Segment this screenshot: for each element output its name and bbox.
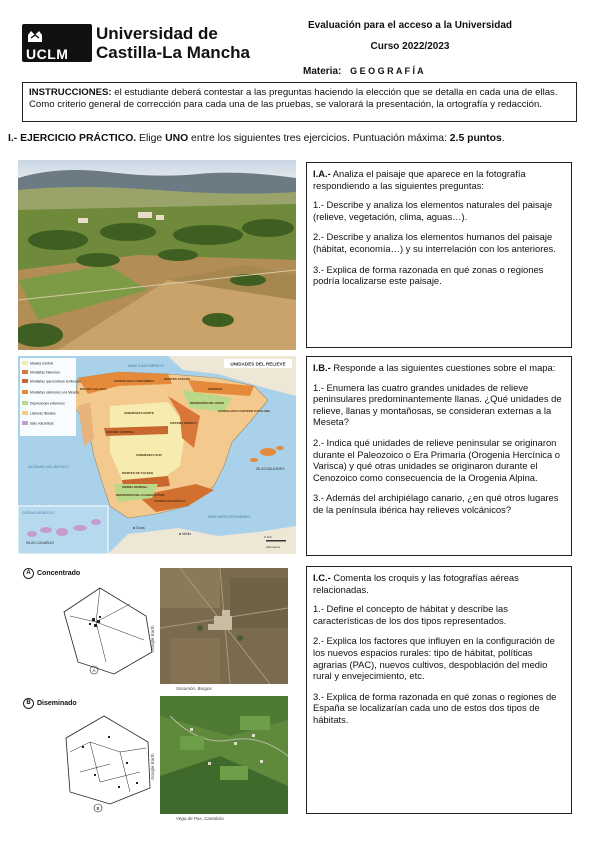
- aerial-photo-disseminated: [160, 696, 288, 814]
- sketch-b-circle-label: B: [96, 806, 100, 811]
- sketch-b-heading: [23, 698, 77, 709]
- legend-item: Llanuras litorales: [30, 411, 56, 416]
- exercise-a-label: I.A.-: [313, 168, 331, 179]
- section-text-1: Elige: [136, 133, 166, 144]
- section-emph: UNO: [165, 133, 189, 144]
- photo-b-credit: Google Earth: [150, 753, 155, 780]
- place-label: SISTEMA IBÉRICO: [170, 421, 197, 425]
- relief-map: [18, 356, 296, 554]
- university-name: [96, 24, 250, 62]
- exercise-b-label: I.B.-: [313, 362, 331, 373]
- sketch-a-title: Concentrado: [37, 570, 81, 577]
- photo-a-caption: Sasamón, Burgos: [176, 686, 212, 691]
- place-label: MONTES DE TOLEDO: [122, 471, 154, 475]
- place-label: DEPRESIÓN DEL GUADALQUIVIR: [116, 493, 165, 497]
- city-label: Melilla: [182, 532, 192, 536]
- exercise-c-intro: [313, 572, 565, 595]
- place-label: MONTES VASCOS: [164, 377, 191, 381]
- legend-item: Montañas exteriores a la Meseta: [30, 390, 80, 395]
- instructions-label: INSTRUCCIONES:: [29, 87, 112, 98]
- university-line1: Universidad de: [96, 24, 218, 43]
- section-points: 2.5 puntos: [449, 133, 502, 144]
- section-text-2: entre los siguientes tres ejercicios. Puntuación máxima:: [188, 133, 450, 144]
- sketch-a-badge: A: [23, 568, 34, 579]
- baleares-label: ISLAS BALEARES: [256, 467, 285, 471]
- aerial-photo-concentrated: [160, 568, 288, 684]
- canarias-label: ISLAS CANARIAS: [26, 541, 54, 545]
- city-label: Ceuta: [136, 526, 145, 530]
- exercise-b-q2: 2.- Indica qué unidades de relieve peninsular se originaron durante el Paleozoico o Era Primaria (Orogenia Hercínica o Varisca) y qué otras unidades se originaron durante el Cenozoico como consecuencia de la Orogenia Alpina.: [313, 436, 560, 483]
- photo-b-caption: Vega de Pas, Cantabria: [176, 816, 224, 821]
- exercise-a-box: [306, 162, 572, 348]
- exercise-a-q3: 3.- Explica de forma razonada en qué zonas o regiones podría localizarse este paisaje.: [313, 263, 544, 287]
- exercise-a-q1: 1.- Describe y analiza los elementos naturales del paisaje (relieve, vegetación, clima, aguas…).: [313, 199, 553, 222]
- exercise-b-intro-text: Responde a las siguientes cuestiones sobre el mapa:: [330, 362, 556, 373]
- place-label: SISTEMA CENTRAL: [106, 430, 135, 434]
- exercise-c-q3: 3.- Explica de forma razonada en qué zonas o regiones de España se localizarían cada uno de estos dos tipos de hábitats.: [313, 690, 557, 725]
- sketch-b-badge: B: [23, 698, 34, 709]
- place-label: CORDILLERA COSTERO CATALANA: [218, 409, 271, 413]
- sketch-a-circle-label: A: [92, 668, 96, 673]
- landscape-photo: [18, 160, 296, 350]
- section-end: .: [501, 133, 505, 144]
- exercise-b-q1: 1.- Enumera las cuatro grandes unidades de relieve peninsulares predominantemente llanas. ¿Qué unidades de relieve, llanas y montañosas, se consideran externas a la Meseta?: [313, 381, 562, 428]
- exercise-a-intro: [313, 168, 565, 191]
- exercise-a-intro-text: Analiza el paisaje que aparece en la fotografía respondiendo a las siguientes preguntas:: [313, 168, 526, 191]
- legend-item: Montañas interiores: [30, 370, 60, 375]
- exercise-b-q3: 3.- Además del archipiélago canario, ¿en qué otros lugares de la península ibérica hay relieves volcánicos?: [313, 492, 559, 515]
- subject-value: G E O G R A F Í A: [350, 66, 424, 76]
- exam-title: Evaluación para el acceso a la Universidad: [308, 20, 512, 31]
- uclm-emblem-icon: [27, 29, 43, 43]
- sketch-b-title: Diseminado: [37, 700, 77, 707]
- place-label: PIRINEOS: [208, 387, 223, 391]
- scale-unit: Kilómetros: [266, 545, 281, 549]
- instructions-box: [22, 82, 577, 122]
- ocean-label: OCÉANO ATLÁNTICO: [28, 464, 69, 469]
- sea-north-label: MAR CANTÁBRICO: [128, 363, 165, 368]
- section-title: [8, 133, 505, 144]
- instructions-text: el estudiante deberá contestar a las preguntas haciendo la elección que se detalla en cada una de ellas. Como criterio general de corrección para cada una de las pruebas, se valorará la presentación, la ortografía y redacción.: [29, 87, 558, 111]
- legend-item: Islas volcánicas: [30, 421, 54, 426]
- place-label: SUBMESETA SUR: [136, 453, 162, 457]
- place-label: SIERRA MORENA: [122, 485, 148, 489]
- exercise-b-intro: [313, 362, 565, 374]
- photo-a-credit: Google Earth: [150, 625, 155, 652]
- scale-label: 0 100: [264, 535, 272, 539]
- exercise-c-q1: 1.- Define el concepto de hábitat y describe las características de los dos tipos representados.: [313, 603, 508, 626]
- place-label: MACIZO GALAICO: [80, 387, 107, 391]
- subject-label: Materia:: [303, 66, 342, 77]
- sketch-a-heading: [23, 568, 80, 579]
- disseminated-sketch: [60, 712, 156, 816]
- exercise-c-q2: 2.- Explica los factores que influyen en la configuración de los nuevos espacios rurales: tipo de hábitat, políticas agrarias (PAC), nuevos cultivos, despoblación del medio rural y envejecimiento, etc.: [313, 635, 555, 682]
- place-label: CORDILLERA CANTÁBRICA: [114, 379, 155, 383]
- subject: [303, 66, 424, 77]
- university-line2: Castilla-La Mancha: [96, 43, 250, 62]
- exercise-c-box: [306, 566, 572, 814]
- place-label: CORDILLERA BÉTICA: [154, 499, 186, 503]
- map-title: UNIDADES DEL RELIEVE: [230, 361, 286, 367]
- place-label: SUBMESETA NORTE: [124, 411, 154, 415]
- place-label: DEPRESIÓN DEL EBRO: [190, 401, 224, 405]
- exercise-a-q2: 2.- Describe y analiza los elementos humanos del paisaje (hábitat, economía…) y su interrelación con los anteriores.: [313, 231, 556, 254]
- canarias-ocean-label: OCÉANO ATLÁNTICO: [22, 511, 55, 515]
- legend-item: Montañas que bordean la Meseta: [30, 379, 81, 384]
- sea-east-label: MAR MEDITERRÁNEO: [208, 514, 251, 519]
- exercise-c-intro-text: Comenta los croquis y las fotografías aéreas relacionadas.: [313, 572, 519, 595]
- concentrated-sketch: [60, 582, 156, 678]
- section-heading: I.- EJERCICIO PRÁCTICO.: [8, 133, 137, 144]
- legend-item: Depresiones exteriores: [30, 401, 65, 406]
- exercise-b-box: [306, 356, 572, 556]
- exercise-c-label: I.C.-: [313, 572, 331, 583]
- logo-text: UCLM: [26, 46, 69, 62]
- legend-item: Meseta Central: [30, 361, 53, 366]
- exam-course: Curso 2022/2023: [370, 41, 450, 52]
